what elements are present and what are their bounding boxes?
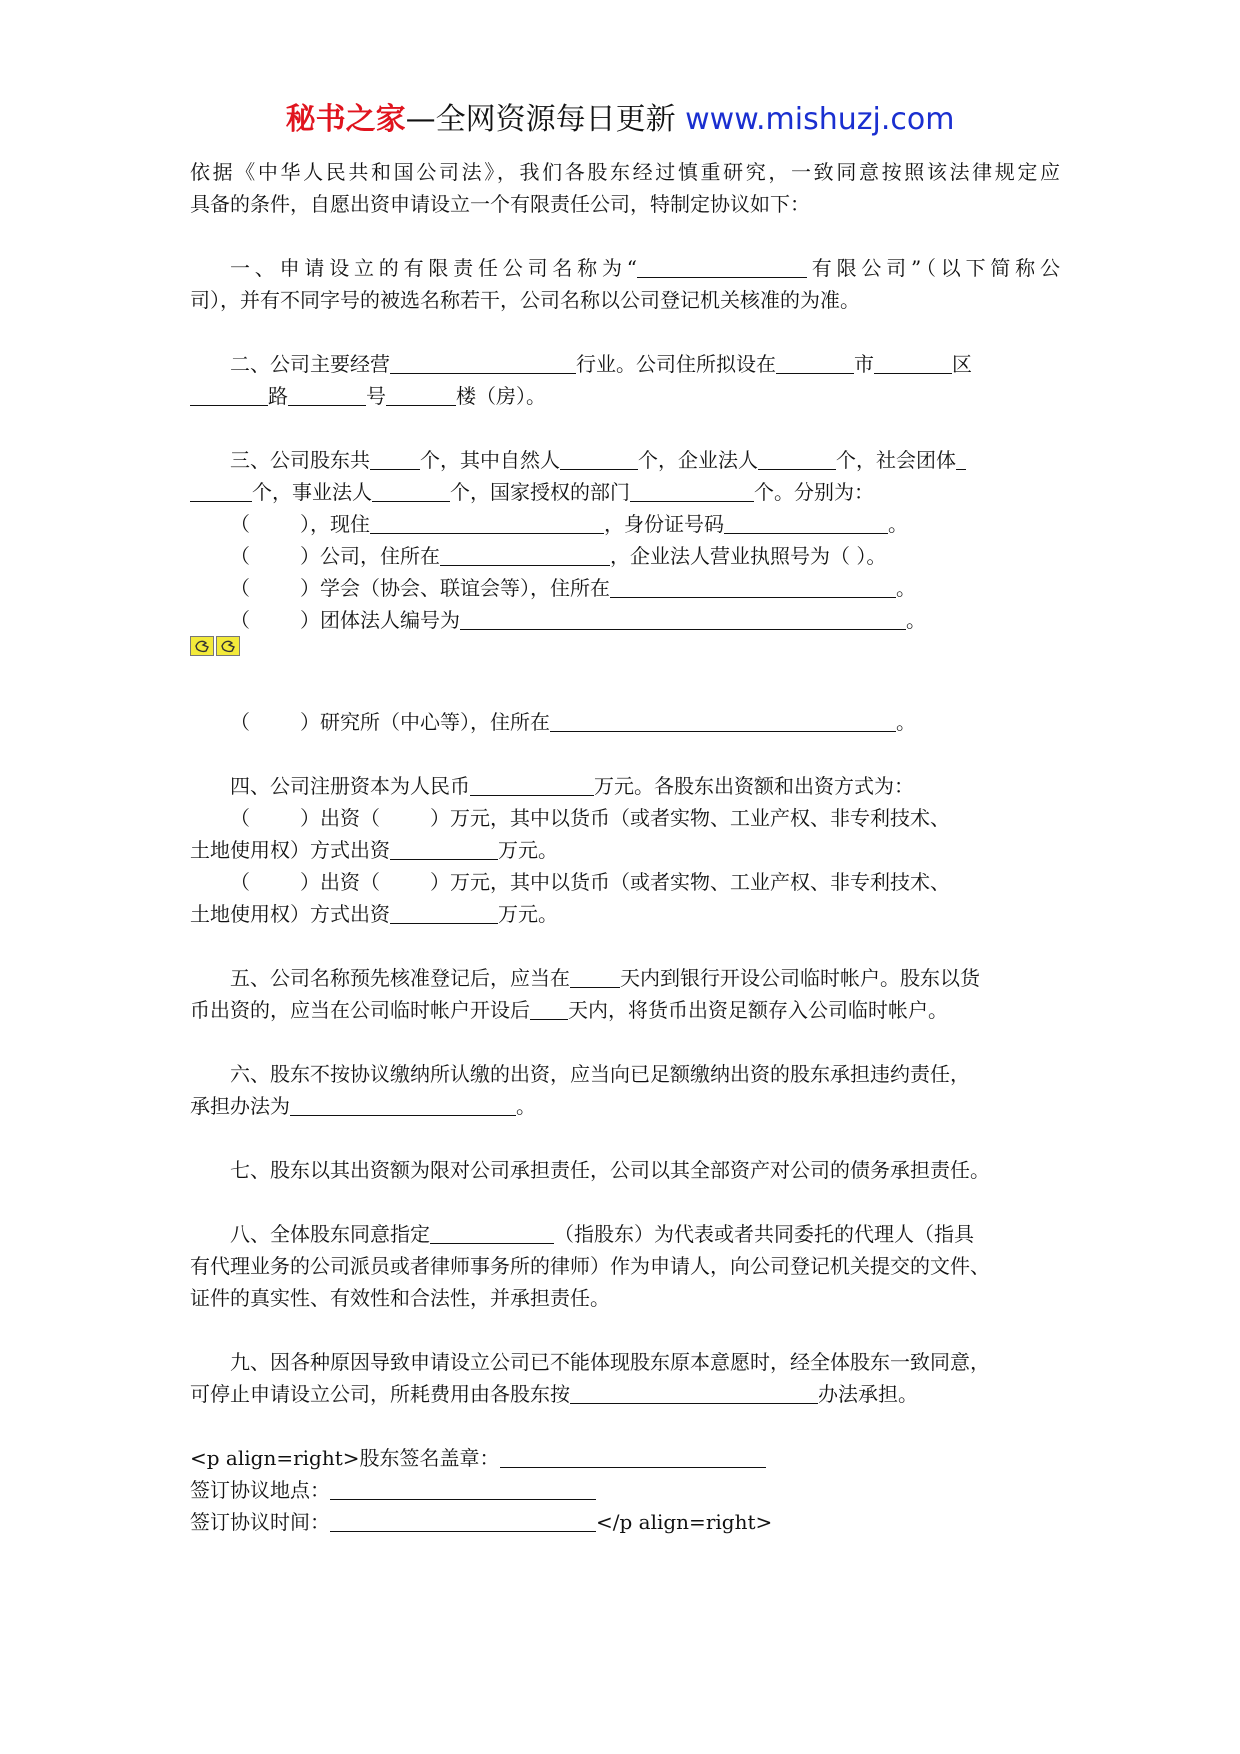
place-blank[interactable] bbox=[330, 1479, 596, 1500]
shareholder-item-4: （ ）团体法人编号为 。 bbox=[230, 608, 926, 632]
clause-7-line-1: 七、股东以其出资额为限对公司承担责任，公司以其全部资产对公司的债务承担责任。 bbox=[230, 1158, 990, 1182]
clause-6-line-1: 六、股东不按协议缴纳所认缴的出资，应当向已足额缴纳出资的股东承担违约责任， bbox=[230, 1062, 970, 1086]
intro-line-1: 依据《中华人民共和国公司法》，我们各股东经过慎重研究，一致同意按照该法律规定应 bbox=[190, 160, 1060, 184]
brand-name: 秘书之家 bbox=[285, 102, 406, 137]
liability-method-blank[interactable] bbox=[290, 1095, 516, 1116]
shareholder-item-5: （ ）研究所（中心等），住所在 。 bbox=[230, 710, 916, 734]
clause-5-line-2: 币出资的，应当在公司临时帐户开设后 天内，将货币出资足额存入公司临时帐户。 bbox=[190, 998, 948, 1022]
company-address-blank[interactable] bbox=[440, 545, 610, 566]
clause-8-line-1: 八、全体股东同意指定 （指股东）为代表或者共同委托的代理人（指具 bbox=[230, 1222, 974, 1246]
society-address-blank[interactable] bbox=[610, 577, 896, 598]
place-line: 签订协议地点： bbox=[190, 1474, 1060, 1506]
clause-4-contribution-1: （ ）出资（ ）万元，其中以货币（或者实物、工业产权、非专利技术、 bbox=[230, 806, 950, 830]
signature-line: <p align=right>股东签名盖章： bbox=[190, 1442, 1060, 1474]
clause-3-line-1: 三、公司股东共 个，其中自然人 个，企业法人 个，社会团体 bbox=[190, 444, 1060, 476]
enterprise-blank[interactable] bbox=[758, 449, 836, 470]
edit-document-icon[interactable] bbox=[190, 636, 214, 656]
natural-person-blank[interactable] bbox=[560, 449, 638, 470]
clause-1-line-1: 一、申请设立的有限责任公司名称为“ 有限公司”（以下简称公 bbox=[230, 256, 1060, 280]
clause-2-line-1: 二、公司主要经营 行业。公司住所拟设在 市 区 bbox=[230, 352, 972, 376]
clause-8-line-3: 证件的真实性、有效性和合法性，并承担责任。 bbox=[190, 1286, 610, 1310]
district-blank[interactable] bbox=[874, 353, 952, 374]
toolbar-icons bbox=[190, 636, 1060, 666]
social-group-blank-start[interactable] bbox=[956, 449, 966, 470]
social-group-blank[interactable] bbox=[190, 481, 252, 502]
time-blank[interactable] bbox=[330, 1511, 596, 1532]
shareholder-item-3: （ ）学会（协会、联谊会等），住所在 。 bbox=[230, 576, 916, 600]
clause-5-line-1: 五、公司名称预先核准登记后，应当在 天内到银行开设公司临时帐户。股东以货 bbox=[230, 966, 980, 990]
clause-3-line-2: 个，事业法人 个，国家授权的部门 个。分别为： bbox=[190, 476, 1060, 508]
business-blank[interactable] bbox=[390, 353, 576, 374]
shareholder-item-2: （ ）公司，住所在 ，企业法人营业执照号为（ ）。 bbox=[230, 544, 887, 568]
agreement-document bbox=[190, 156, 1060, 1538]
building-blank[interactable] bbox=[386, 385, 456, 406]
clause-4-line-1: 四、公司注册资本为人民币 万元。各股东出资额和出资方式为： bbox=[230, 774, 914, 798]
signature-blank[interactable] bbox=[500, 1447, 766, 1468]
site-header bbox=[0, 100, 1240, 140]
road-blank[interactable] bbox=[190, 385, 268, 406]
intro-line-2: 具备的条件，自愿出资申请设立一个有限责任公司，特制定协议如下： bbox=[190, 192, 810, 216]
deposit-days-blank[interactable] bbox=[530, 999, 568, 1020]
group-number-blank[interactable] bbox=[460, 609, 906, 630]
clause-2-line-2: 路 号 楼（房）。 bbox=[190, 380, 1060, 412]
institution-blank[interactable] bbox=[372, 481, 450, 502]
clause-8-line-2: 有代理业务的公司派员或者律师事务所的律师）作为申请人，向公司登记机关提交的文件、 bbox=[190, 1254, 990, 1278]
edit-document-icon[interactable] bbox=[216, 636, 240, 656]
clause-6-line-2: 承担办法为 。 bbox=[190, 1094, 536, 1118]
city-blank[interactable] bbox=[776, 353, 854, 374]
id-number-blank[interactable] bbox=[724, 513, 888, 534]
representative-blank[interactable] bbox=[430, 1223, 554, 1244]
header-tagline: —全网资源每日更新 bbox=[405, 102, 686, 137]
header-url-link[interactable]: www.mishuzj.com bbox=[685, 102, 955, 137]
bank-days-blank[interactable] bbox=[570, 967, 620, 988]
company-name-blank[interactable] bbox=[637, 257, 807, 278]
clause-4-contribution-2: （ ）出资（ ）万元，其中以货币（或者实物、工业产权、非专利技术、 bbox=[230, 870, 950, 894]
contribution-amount-blank-1[interactable] bbox=[390, 839, 498, 860]
clause-4-contribution-2-method: 土地使用权）方式出资 万元。 bbox=[190, 902, 558, 926]
cost-method-blank[interactable] bbox=[570, 1383, 818, 1404]
clause-4-contribution-1-method: 土地使用权）方式出资 万元。 bbox=[190, 838, 558, 862]
state-department-blank[interactable] bbox=[630, 481, 754, 502]
residence-blank[interactable] bbox=[370, 513, 604, 534]
clause-9-line-2: 可停止申请设立公司，所耗费用由各股东按 办法承担。 bbox=[190, 1382, 918, 1406]
registered-capital-blank[interactable] bbox=[470, 775, 594, 796]
number-blank[interactable] bbox=[288, 385, 366, 406]
clause-9-line-1: 九、因各种原因导致申请设立公司已不能体现股东原本意愿时，经全体股东一致同意， bbox=[230, 1350, 990, 1374]
institute-address-blank[interactable] bbox=[550, 711, 896, 732]
contribution-amount-blank-2[interactable] bbox=[390, 903, 498, 924]
shareholder-item-1: （ ），现住 ，身份证号码 。 bbox=[230, 512, 908, 536]
shareholder-count-blank[interactable] bbox=[370, 449, 420, 470]
clause-1-line-2: 司），并有不同字号的被选名称若干，公司名称以公司登记机关核准的为准。 bbox=[190, 288, 860, 312]
time-line: 签订协议时间： </p align=right> bbox=[190, 1510, 773, 1534]
